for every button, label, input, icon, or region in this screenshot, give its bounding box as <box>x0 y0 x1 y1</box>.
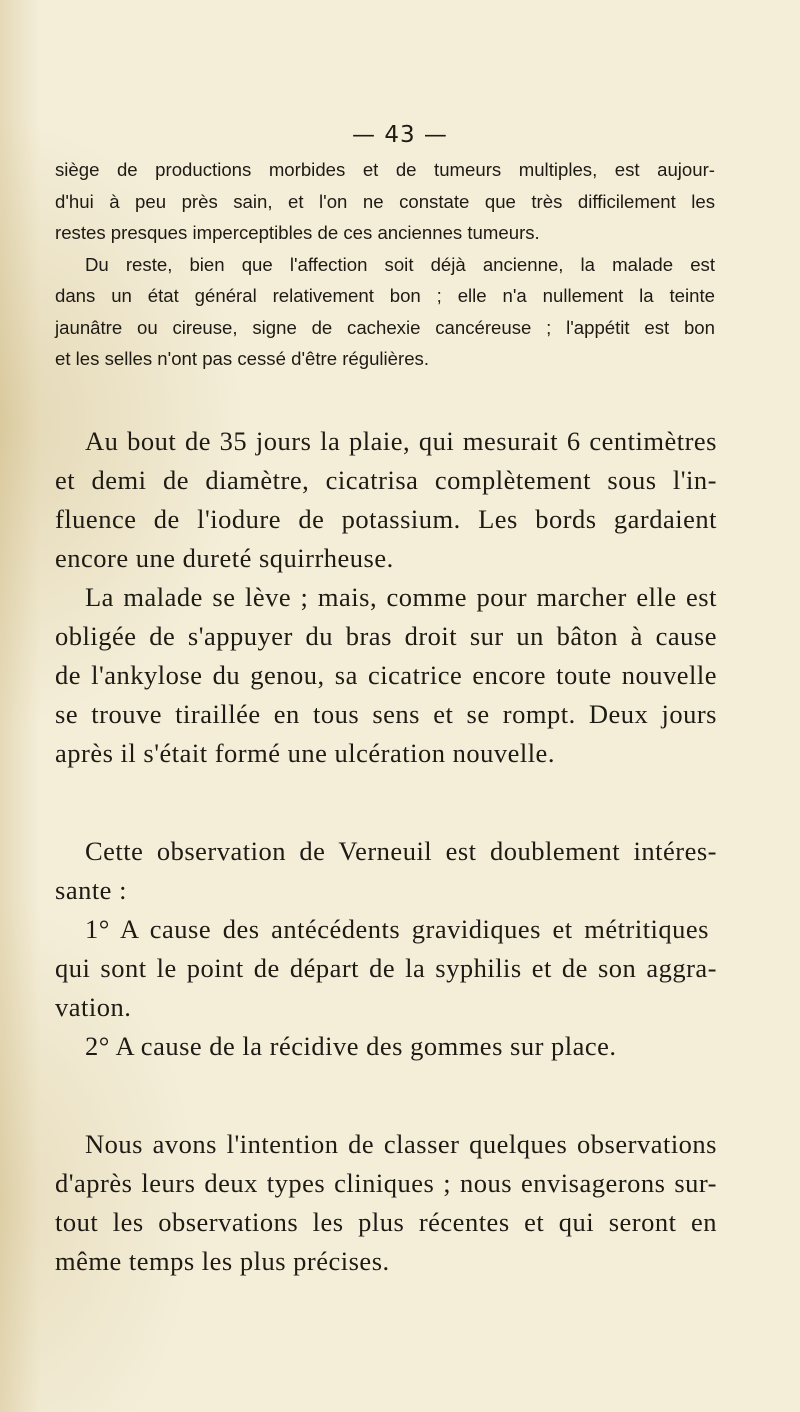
paragraph-block-1b-start <box>85 249 715 281</box>
text-line: vation. <box>55 992 132 1022</box>
paragraph-block-4-start <box>85 1125 717 1164</box>
text-line: se trouve tiraillée en tous sens et se rompt. Deux jours <box>55 699 717 729</box>
text-line: Au bout de 35 jours la plaie, qui mesurait 6 centimètres <box>85 426 717 456</box>
text-line: Du reste, bien que l'affection soit déjà ancienne, la malade est <box>85 254 715 275</box>
paragraph-block-1 <box>55 154 715 217</box>
text-line: même temps les plus précises. <box>55 1246 390 1276</box>
text-line: obligée de s'appuyer du bras droit sur un bâton à cause <box>55 621 717 651</box>
page-number: — 43 — <box>352 122 448 148</box>
text-line: jaunâtre ou cireuse, signe de cachexie cancéreuse ; l'appétit est bon <box>55 316 715 338</box>
text-line: 2° A cause de la récidive des gommes sur place. <box>85 1031 617 1061</box>
text-line: Nous avons l'intention de classer quelques observations <box>85 1129 717 1159</box>
text-line: d'hui à peu près sain, et l'on ne constate que très difficilement les <box>55 190 715 212</box>
text-line: dans un état général relativement bon ; elle n'a nullement la teinte <box>55 285 715 306</box>
text-line: qui sont le point de départ de la syphilis et de son aggra- <box>55 953 717 983</box>
text-line: encore une dureté squirrheuse. <box>55 543 394 573</box>
paragraph-block-2 <box>55 461 717 539</box>
text-line: et demi de diamètre, cicatrisa complètement sous l'in- <box>55 465 717 495</box>
text-line: La malade se lève ; mais, comme pour marcher elle est <box>85 582 717 612</box>
paragraph-block-2b-start <box>85 578 717 617</box>
text-line: Cette observation de Verneuil est doublement intéres- <box>85 836 717 866</box>
text-line: sante : <box>55 875 127 905</box>
paragraph-block-1b-end <box>55 343 715 375</box>
text-line: après il s'était formé une ulcération nouvelle. <box>55 738 555 768</box>
paragraph-block-2-start <box>85 422 717 461</box>
paragraph-block-4 <box>55 1164 717 1242</box>
paragraph-block-1b <box>55 280 715 343</box>
paragraph-block-2b <box>55 617 717 734</box>
paragraph-block-1-end <box>55 217 715 249</box>
list-item-1-start <box>85 910 709 949</box>
list-item-1-end <box>55 988 717 1027</box>
text-line: 1° A cause des antécédents gravidiques et métritiques <box>85 914 709 944</box>
paragraph-block-2b-end <box>55 734 717 773</box>
text-line: et les selles n'ont pas cessé d'être régulières. <box>55 348 430 369</box>
list-item-1 <box>55 949 717 988</box>
list-item-2 <box>85 1027 717 1066</box>
paragraph-block-2-end <box>55 539 717 578</box>
paragraph-block-3-end <box>55 871 717 910</box>
text-line: siège de productions morbides et de tumeurs multiples, est aujour- <box>55 159 715 180</box>
text-line: d'après leurs deux types cliniques ; nous envisagerons sur- <box>55 1168 717 1198</box>
text-line: de l'ankylose du genou, sa cicatrice encore toute nouvelle <box>55 660 717 690</box>
paragraph-block-4-end <box>55 1242 717 1281</box>
paragraph-block-3-start <box>85 832 717 871</box>
text-line: restes presques imperceptibles de ces anciennes tumeurs. <box>55 222 540 243</box>
text-line: fluence de l'iodure de potassium. Les bords gardaient <box>55 504 717 534</box>
text-line: tout les observations les plus récentes et qui seront en <box>55 1207 717 1237</box>
